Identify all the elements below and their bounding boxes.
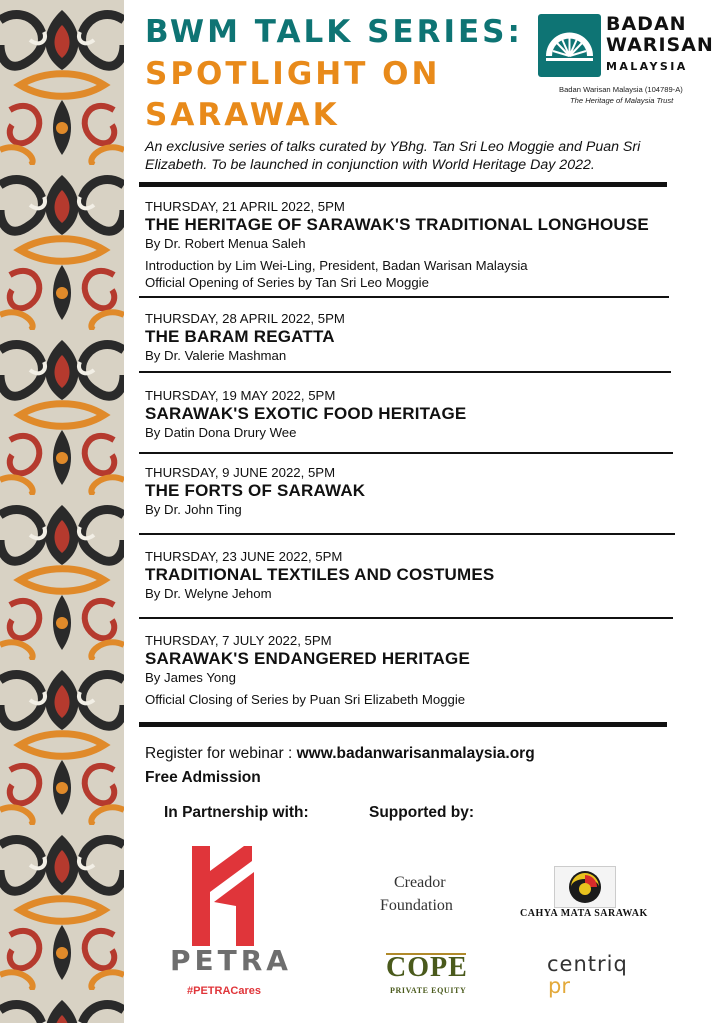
talk-item (145, 632, 675, 708)
logo-registration: Badan Warisan Malaysia (104789-A) (559, 85, 683, 94)
divider-5 (139, 617, 673, 619)
talk-speaker: By Datin Dona Drury Wee (145, 425, 297, 440)
talk-title: SARAWAK'S ENDANGERED HERITAGE (145, 649, 470, 668)
divider-2 (139, 371, 671, 373)
petra-tag: #PETRACares (187, 985, 261, 997)
talk-date: THURSDAY, 23 JUNE 2022, 5PM (145, 549, 343, 564)
talk-date: THURSDAY, 7 JULY 2022, 5PM (145, 633, 332, 648)
talk-date: THURSDAY, 19 MAY 2022, 5PM (145, 388, 336, 403)
talk-speaker: By James Yong (145, 670, 236, 685)
free-admission: Free Admission (145, 769, 261, 786)
talk-title: THE BARAM REGATTA (145, 327, 335, 346)
centriq-wordmark: centriq (547, 952, 628, 976)
talk-note: Introduction by Lim Wei-Ling, President, Badan Warisan Malaysia (145, 258, 528, 273)
petra-logo-icon (192, 846, 262, 951)
title-line-1: BWM TALK SERIES: (145, 14, 523, 50)
cope-wordmark: COPE (386, 952, 468, 983)
creador-line2: Foundation (380, 897, 453, 914)
divider-1 (139, 296, 669, 298)
bwm-logo-icon (538, 14, 601, 77)
cope-subtitle: PRIVATE EQUITY (390, 986, 467, 995)
centriq-pr: pr (548, 974, 570, 998)
register-line (145, 744, 535, 764)
talk-speaker: By Dr. Welyne Jehom (145, 586, 272, 601)
title-line-3: SARAWAK (145, 97, 340, 133)
talk-item (145, 387, 675, 441)
register-label: Register for webinar : (145, 745, 297, 762)
cms-logo-icon (554, 866, 616, 908)
logo-word-warisan: WARISAN (606, 34, 714, 56)
divider-3 (139, 452, 673, 454)
logo-tagline: The Heritage of Malaysia Trust (570, 96, 674, 105)
intro-text: An exclusive series of talks curated by YBhg. Tan Sri Leo Moggie and Puan Sri Elizabeth. To be launched in conjunction with World Heritage Day 2022. (145, 139, 641, 173)
talk-speaker: By Dr. Robert Menua Saleh (145, 236, 306, 251)
talk-title: THE HERITAGE OF SARAWAK'S TRADITIONAL LONGHOUSE (145, 215, 649, 234)
divider-top (139, 182, 667, 187)
talk-item (145, 310, 675, 364)
cms-wordmark: CAHYA MATA SARAWAK (520, 908, 648, 919)
talk-item (145, 548, 675, 602)
logo-word-malaysia: MALAYSIA (606, 60, 688, 73)
partnership-label: In Partnership with: (164, 804, 309, 821)
talk-item (145, 464, 675, 518)
talk-title: SARAWAK'S EXOTIC FOOD HERITAGE (145, 404, 467, 423)
creador-line1: Creador (394, 874, 446, 891)
title-line-2: SPOTLIGHT ON (145, 56, 441, 92)
talk-date: THURSDAY, 9 JUNE 2022, 5PM (145, 465, 336, 480)
decorative-motif-strip (0, 0, 124, 1023)
petra-wordmark: PETRA (170, 944, 292, 977)
talk-date: THURSDAY, 21 APRIL 2022, 5PM (145, 199, 345, 214)
logo-word-badan: BADAN (606, 13, 687, 35)
talk-note: Official Opening of Series by Tan Sri Leo Moggie (145, 275, 429, 290)
talk-title: TRADITIONAL TEXTILES AND COSTUMES (145, 565, 495, 584)
supported-label: Supported by: (369, 804, 475, 821)
register-url-link[interactable]: www.badanwarisanmalaysia.org (296, 745, 535, 762)
talk-date: THURSDAY, 28 APRIL 2022, 5PM (145, 311, 345, 326)
talk-note: Official Closing of Series by Puan Sri Elizabeth Moggie (145, 692, 466, 707)
talk-item (145, 198, 675, 291)
talk-speaker: By Dr. John Ting (145, 502, 242, 517)
talk-speaker: By Dr. Valerie Mashman (145, 348, 287, 363)
divider-bottom (139, 722, 667, 727)
divider-4 (139, 533, 675, 535)
talk-title: THE FORTS OF SARAWAK (145, 481, 366, 500)
